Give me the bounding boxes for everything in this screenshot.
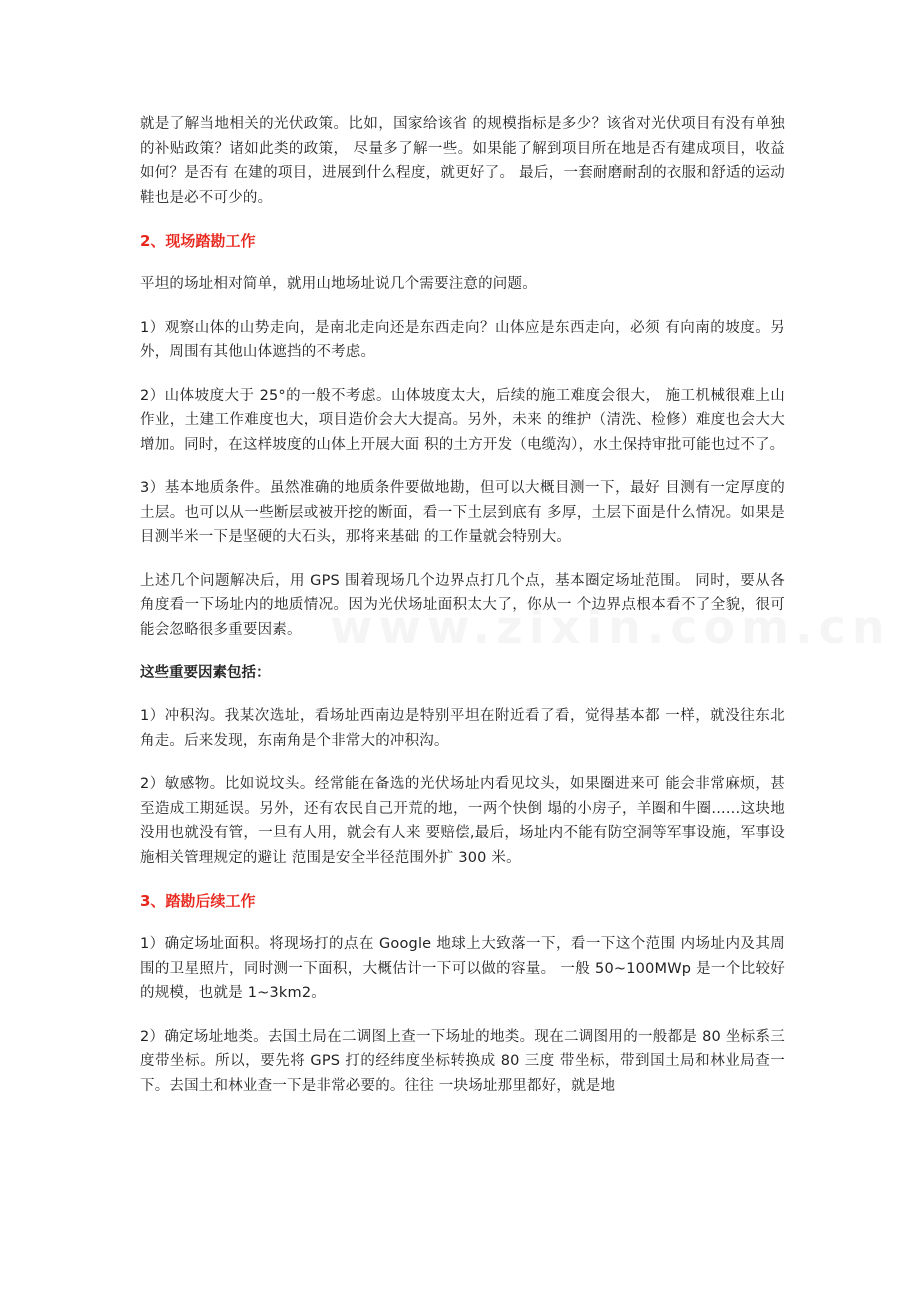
paragraph-gps-boundary: 上述几个问题解决后，用 GPS 围着现场几个边界点打几个点，基本圈定场址范围。 同时，要从各角度看一下场址内的地质情况。因为光伏场址面积太大了，你从一 个边界点根本看不了全貌，很可能会忽略很多重要因素。 [140,572,785,638]
document-body [140,112,785,1117]
paragraph-gully: 1）冲积沟。我某次选址，看场址西南边是特别平坦在附近看了看，觉得基本都 一样，就没往东北角走。后来发现，东南角是个非常大的冲积沟。 [140,708,785,749]
paragraph-mountain-direction: 1）观察山体的山势走向，是南北走向还是东西走向？山体应是东西走向，必须 有向南的坡度。另外，周围有其他山体遮挡的不考虑。 [140,319,785,360]
paragraph-slope: 2）山体坡度大于 25°的一般不考虑。山体坡度太大，后续的施工难度会很大， 施工机械很难上山作业，土建工作难度也大，项目造价会大大提高。另外，未来 的维护（清洗、检修）难度也会大大增加。同时，在这样坡度的山体上开展大面 积的土方开发（电缆沟），水土保持审批可能也过不了。 [140,387,785,453]
paragraph-sensitive-objects: 2）敏感物。比如说坟头。经常能在备选的光伏场址内看见坟头，如果圈进来可 能会非常麻烦，甚至造成工期延误。另外，还有农民自己开荒的地，一两个快倒 塌的小房子，羊圈和牛圈......这块地没用也就没有管，一旦有人用，就会有人来 要赔偿,最后，场址内不能有防空洞等军事设施，军事设施相关管理规定的避让 范围是安全半径范围外扩 300 米。 [140,776,785,866]
paragraph-land-type: 2）确定场址地类。去国土局在二调图上查一下场址的地类。现在二调图用的一般都是 80 坐标系三度带坐标。所以，要先将 GPS 打的经纬度坐标转换成 80 三度 带坐标，带到国土局和林业局查一下。去国土和林业查一下是非常必要的。往往 一块场址那里都好，就是地 [140,1028,785,1094]
paragraph-policy: 就是了解当地相关的光伏政策。比如，国家给该省 的规模指标是多少？该省对光伏项目有没有单独的补贴政策？诸如此类的政策， 尽量多了解一些。如果能了解到项目所在地是否有建成项目，收益如何？是否有 在建的项目，进展到什么程度，就更好了。 最后，一套耐磨耐刮的衣服和舒适的运动鞋也是必不可少的。 [140,116,785,206]
paragraph-geology: 3）基本地质条件。虽然准确的地质条件要做地勘，但可以大概目测一下，最好 目测有一定厚度的土层。也可以从一些断层或被开挖的断面，看一下土层到底有 多厚，土层下面是什么情况。如果是目测半米一下是坚硬的大石头，那将来基础 的工作量就会特别大。 [140,480,785,545]
paragraph-site-area: 1）确定场址面积。将现场打的点在 Google 地球上大致落一下，看一下这个范围 内场址内及其周围的卫星照片，同时测一下面积，大概估计一下可以做的容量。 一般 50~100MWp 是一个比较好的规模，也就是 1~3km2。 [140,936,785,1001]
paragraph-intro-mountain: 平坦的场址相对简单，就用山地场址说几个需要注意的问题。 [140,276,537,292]
section-heading-followup: 3、踏勘后续工作 [140,892,256,910]
subheading-important-factors: 这些重要因素包括： [140,665,271,681]
section-heading-site-survey: 2、现场踏勘工作 [140,232,256,250]
